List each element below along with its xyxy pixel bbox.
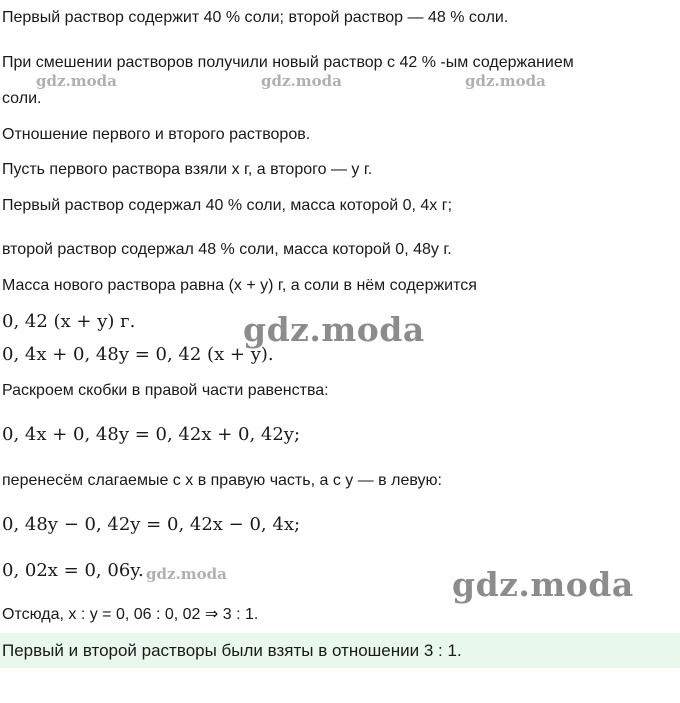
solution-line-ratio: Отсюда, x : y = 0, 06 : 0, 02 ⇒ 3 : 1. <box>2 606 259 623</box>
answer-text: Первый и второй растворы были взяты в отношении 3 : 1. <box>2 641 462 660</box>
question-line: Отношение первого и второго растворов. <box>2 126 311 143</box>
equation-main: 0, 4x + 0, 48y = 0, 42 (x + y). <box>2 344 274 365</box>
solution-line-expand: Раскроем скобки в правой части равенства: <box>2 382 329 399</box>
formula-salt-mass: 0, 42 (x + y) г. <box>2 311 136 332</box>
solution-line-move: перенесём слагаемые с x в правую часть, а с y — в левую: <box>2 472 442 489</box>
watermark-text: gdz.moda <box>243 310 425 349</box>
watermark-text: gdz.moda <box>146 565 227 583</box>
watermark-text: gdz.moda <box>452 565 634 604</box>
problem-line-2-cont: соли. <box>2 90 42 107</box>
solution-line-mass: Масса нового раствора равна (x + y) г, а соли в нём содержится <box>2 277 477 294</box>
problem-line-2: При смешении растворов получили новый раствор с 42 % -ым содержанием <box>2 54 574 71</box>
answer-box <box>0 633 680 668</box>
solution-line-second: второй раствор содержал 48 % соли, масса которой 0, 48y г. <box>2 241 452 258</box>
solution-line-let: Пусть первого раствора взяли x г, а второго — y г. <box>2 161 373 178</box>
equation-moved: 0, 48y − 0, 42y = 0, 42x − 0, 4x; <box>2 514 301 535</box>
watermark-text: gdz.moda <box>465 72 546 90</box>
equation-expanded: 0, 4x + 0, 48y = 0, 42x + 0, 42y; <box>2 424 301 445</box>
problem-line-1: Первый раствор содержит 40 % соли; второй раствор — 48 % соли. <box>2 9 509 26</box>
watermark-text: gdz.moda <box>36 72 117 90</box>
equation-simplified: 0, 02x = 0, 06y. <box>2 560 144 581</box>
watermark-text: gdz.moda <box>261 72 342 90</box>
solution-line-first: Первый раствор содержал 40 % соли, масса которой 0, 4x г; <box>2 197 453 214</box>
